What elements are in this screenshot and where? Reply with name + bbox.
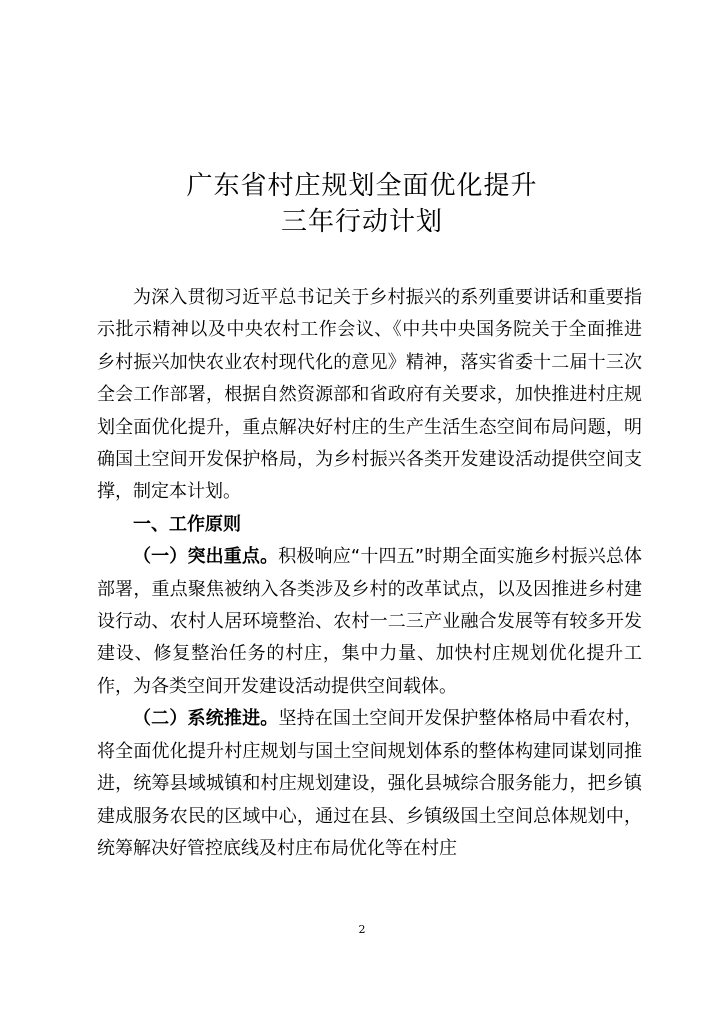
intro-paragraph: 为深入贯彻习近平总书记关于乡村振兴的系列重要讲话和重要指示批示精神以及中央农村工作会议、《中共中央国务院关于全面推进乡村振兴加快农业农村现代化的意见》精神，落实省委十二届十三次全会工作部署，根据自然资源部和省政府有关要求，加快推进村庄规划全面优化提升，重点解决好村庄的生产生活生态空间布局问题，明确国土空间开发保护格局，为乡村振兴各类开发建设活动提供空间支撑，制定本计划。	[97, 287, 642, 503]
page-number: 2	[358, 923, 366, 936]
principle-1-lead: （一）突出重点。	[133, 546, 279, 568]
section-heading: 一、工作原则	[133, 513, 241, 535]
principle-2-text: 坚持在国土空间开发保护整体格局中看农村，将全面优化提升村庄规划与国土空间规划体系的整体构建同谋划同推进，统筹县域城镇和村庄规划建设，强化县城综合服务能力，把乡镇建成服务农民的区域中心，通过在县、乡镇级国土空间总体规划中，统筹解决好管控底线及村庄布局优化等在村庄	[97, 708, 643, 859]
document-body	[97, 282, 642, 865]
principle-1-text: 积极响应“十四五”时期全面实施乡村振兴总体部署，重点聚焦被纳入各类涉及乡村的改革试点，以及因推进乡村建设行动、农村人居环境整治、农村一二三产业融合发展等有较多开发建设、修复整治任务的村庄，集中力量、加快村庄规划优化提升工作，为各类空间开发建设活动提供空间载体。	[97, 546, 643, 697]
principle-paragraph-2	[97, 703, 642, 865]
document-title-line2: 三年行动计划	[280, 207, 443, 237]
principle-2-lead: （二）系统推进。	[133, 708, 279, 730]
document-title-line1: 广东省村庄规划全面优化提升	[186, 171, 538, 201]
principle-paragraph-1	[97, 541, 642, 703]
